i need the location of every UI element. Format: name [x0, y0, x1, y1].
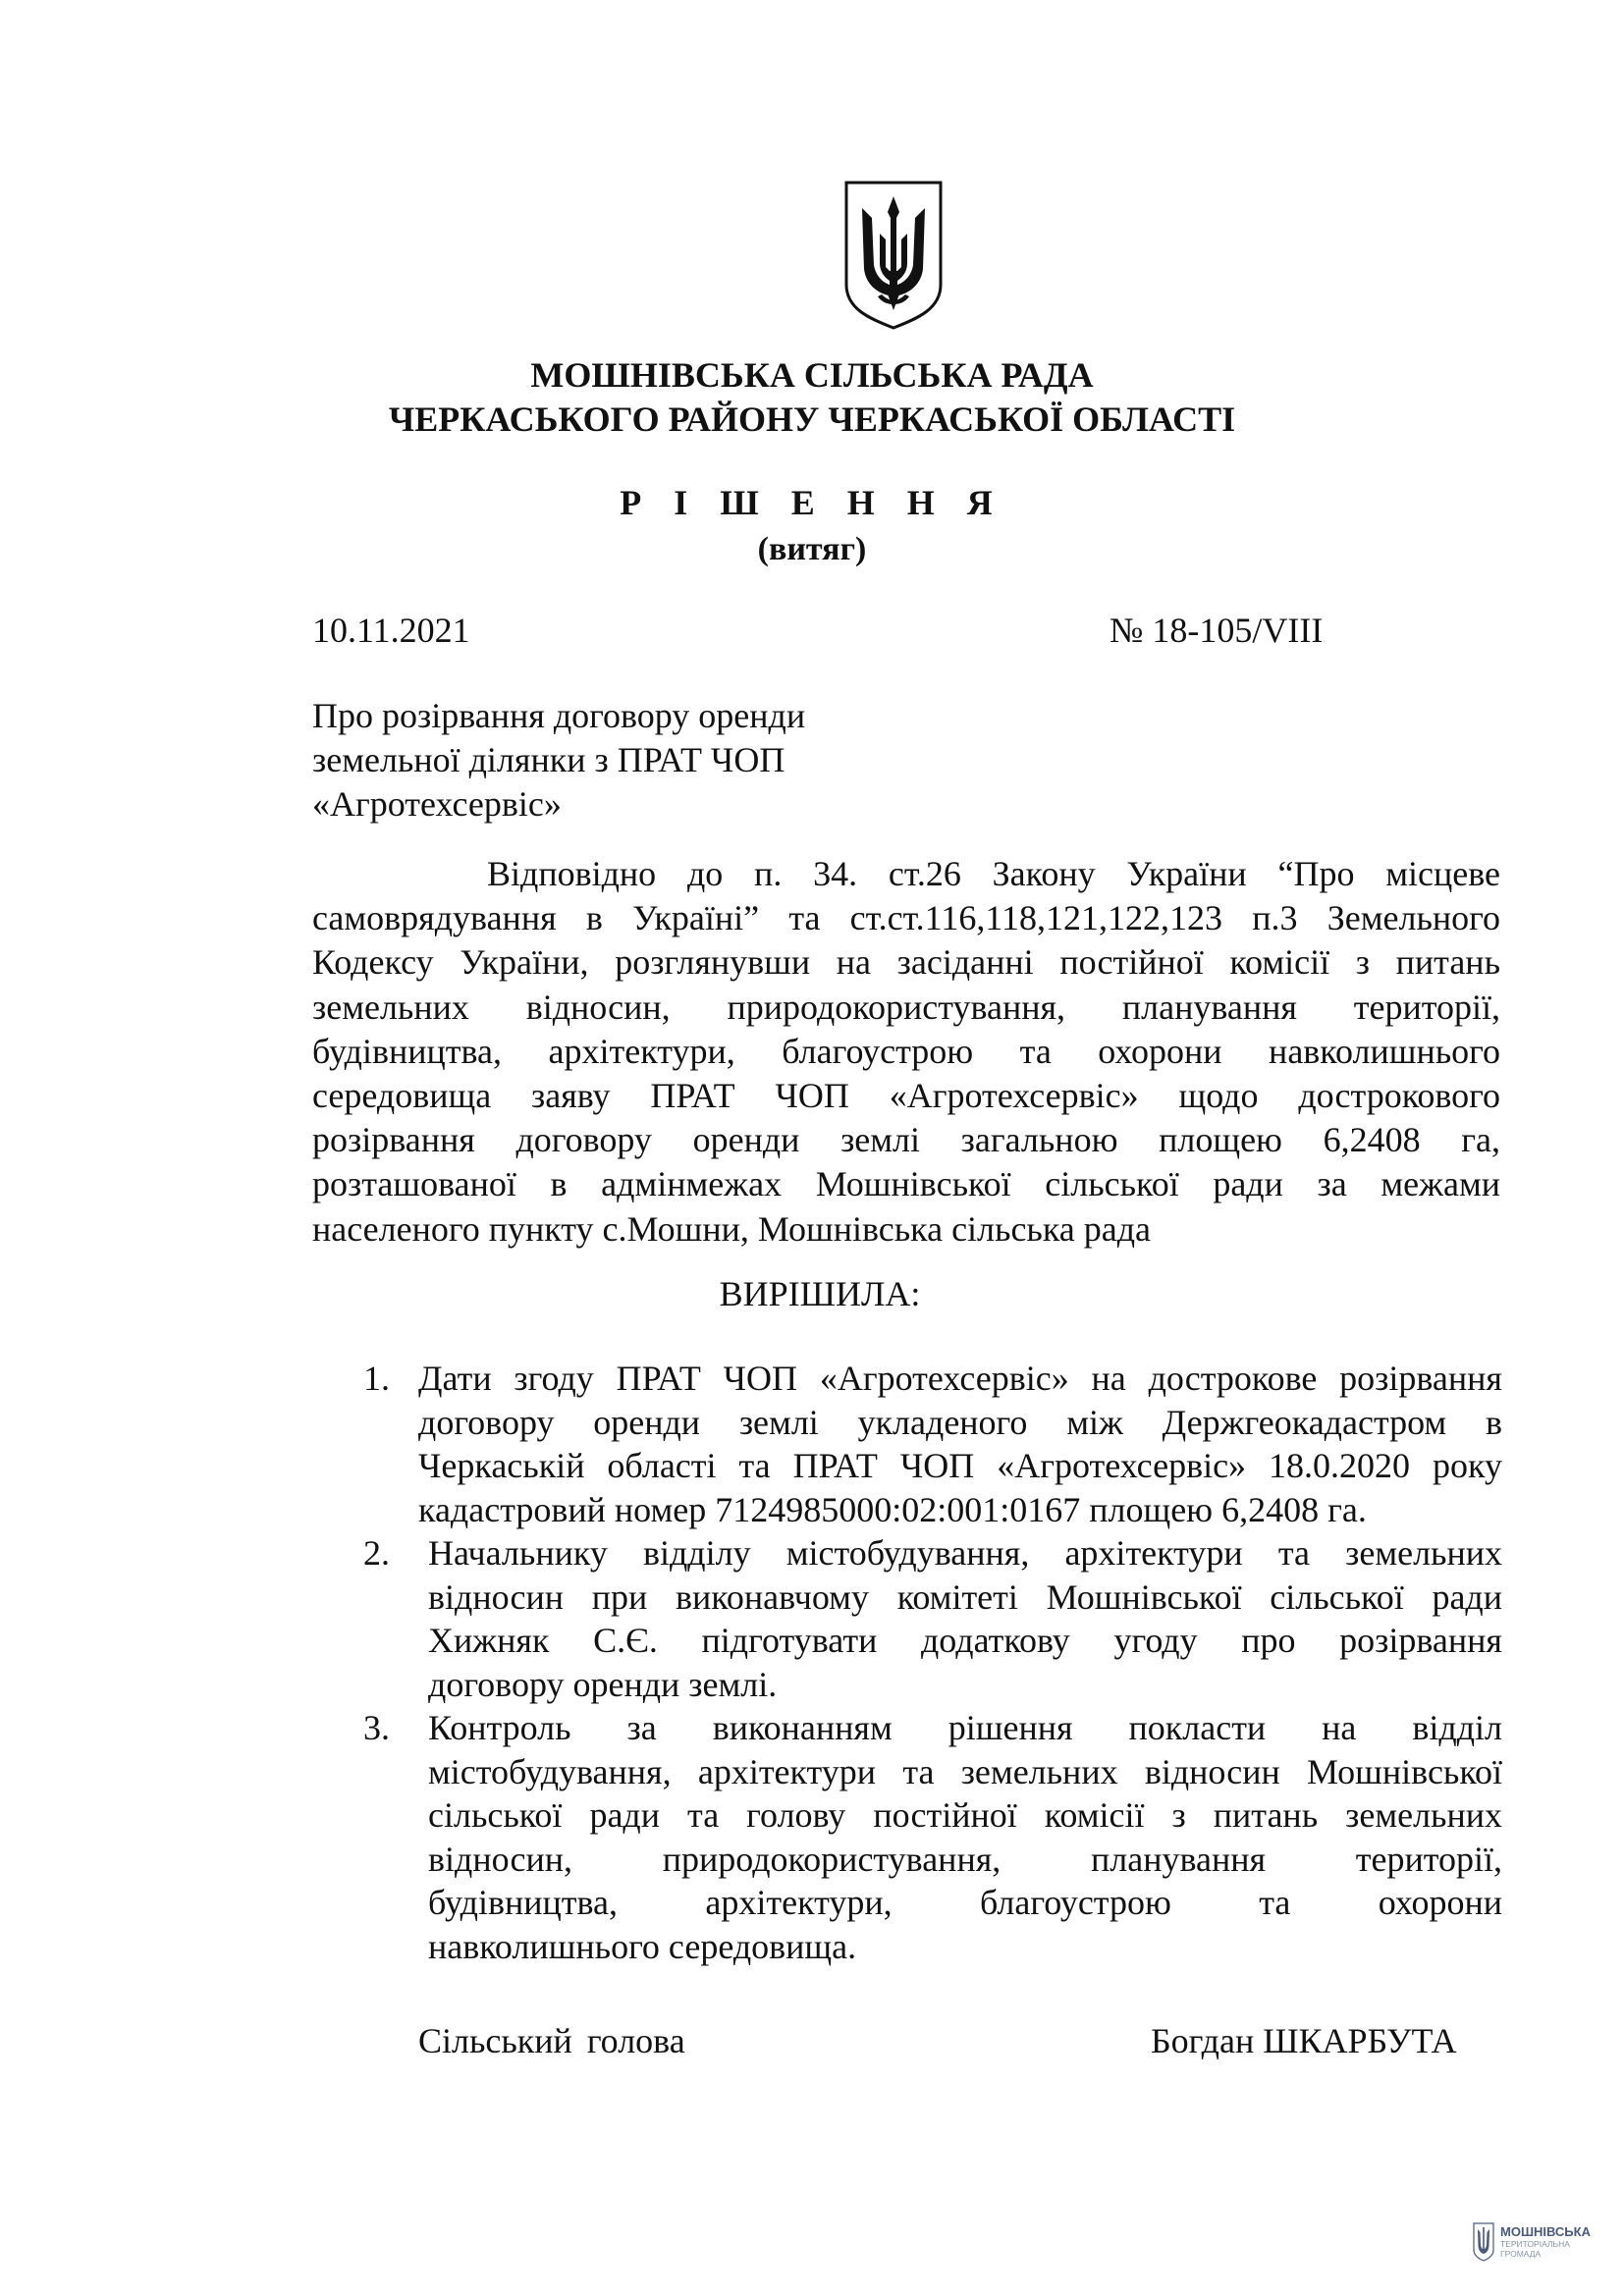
- item-line: будівництва, архітектури, благоустрою та охорони: [428, 1883, 1502, 1922]
- signer-role: Сільський голова: [418, 2021, 685, 2060]
- preamble-line: земельних відносин, природокористування, планування території,: [312, 987, 1500, 1027]
- list-item: [363, 1357, 1502, 1531]
- preamble-line: будівництва, архітектури, благоустрою та охорони навколишнього: [312, 1031, 1500, 1071]
- item-line: кадастровий номер 7124985000:02:001:0167 площею 6,2408 га.: [418, 1489, 1367, 1529]
- item-line: договору оренди землі укладеного між Держгеокадастром в: [418, 1402, 1502, 1442]
- decision-date: 10.11.2021: [312, 611, 470, 650]
- item-line: Хижняк С.Є. підготувати додаткову угоду про розірвання: [428, 1621, 1502, 1660]
- preamble-line: розірвання договору оренди землі загальною площею 6,2408 га,: [312, 1120, 1500, 1160]
- logo-subtitle: [1500, 2239, 1570, 2259]
- preamble-line: середовища заяву ПРАТ ЧОП «Агротехсервіс» щодо дострокового: [312, 1076, 1500, 1116]
- item-line: Черкаській області та ПРАТ ЧОП «Агротехсервіс» 18.0.2020 року: [418, 1446, 1502, 1485]
- preamble-line: населеного пункту с.Мошни, Мошнівська сільська рада: [312, 1208, 1152, 1249]
- decision-subject: [312, 694, 921, 827]
- item-line: Дати згоду ПРАТ ЧОП «Агротехсервіс» на дострокове розірвання: [418, 1359, 1502, 1398]
- item-line: навколишнього середовища.: [428, 1926, 857, 1966]
- item-number: 2.: [363, 1533, 390, 1573]
- decision-number: № 18-105/VIII: [1110, 611, 1324, 650]
- preamble-line: розташованої в адмінмежах Мошнівської сільської ради за межами: [312, 1164, 1500, 1204]
- item-line: відносин, природокористування, планування території,: [428, 1839, 1502, 1879]
- community-logo: [1473, 2220, 1610, 2269]
- council-name-line2: ЧЕРКАСЬКОГО РАЙОНУ ЧЕРКАСЬКОЇ ОБЛАСТІ: [388, 400, 1236, 439]
- item-line: договору оренди землі.: [428, 1664, 778, 1704]
- trident-logo-icon: [1473, 2222, 1494, 2262]
- decision-items-list: [363, 1357, 1502, 1968]
- logo-subtitle-line: ТЕРИТОРІАЛЬНА: [1500, 2239, 1570, 2249]
- item-line: сільської ради та голову постійної комісії з питань земельних: [428, 1795, 1502, 1835]
- list-item: [363, 1706, 1502, 1968]
- preamble-line: Кодексу України, розглянувши на засіданні постійної комісії з питань: [312, 942, 1500, 983]
- decision-subtitle: (витяг): [757, 531, 867, 567]
- resolved-label: ВИРІШИЛА:: [719, 1274, 921, 1313]
- subject-line: Про розірвання договору оренди: [312, 696, 806, 735]
- subject-line: земельної ділянки з ПРАТ ЧОП: [312, 740, 785, 779]
- preamble-line: самоврядування в Україні” та ст.ст.116,118,121,122,123 п.3 Земельного: [312, 898, 1500, 938]
- item-number: 1.: [363, 1359, 390, 1398]
- item-line: містобудування, архітектури та земельних відносин Мошнівської: [428, 1751, 1502, 1791]
- council-name-line1: МОШНІВСЬКА СІЛЬСЬКА РАДА: [530, 355, 1094, 395]
- item-line: Начальнику відділу містобудування, архітектури та земельних: [428, 1533, 1502, 1573]
- preamble-paragraph: [312, 852, 1500, 1252]
- list-item: [363, 1531, 1502, 1706]
- trident-emblem-icon: [842, 179, 945, 332]
- signer-name: Богдан ШКАРБУТА: [1151, 2021, 1457, 2060]
- logo-subtitle-line: ГРОМАДА: [1500, 2249, 1542, 2259]
- preamble-line: Відповідно до п. 34. ст.26 Закону України “Про місцеве: [487, 854, 1500, 893]
- item-line: Контроль за виконанням рішення покласти на відділ: [428, 1708, 1502, 1747]
- subject-line: «Агротехсервіс»: [312, 784, 562, 824]
- decision-title: Р І Ш Е Н Н Я: [620, 483, 1004, 522]
- item-line: відносин при виконавчому комітеті Мошнівської сільської ради: [428, 1576, 1502, 1617]
- logo-title: МОШНІВСЬКА: [1500, 2224, 1591, 2239]
- item-number: 3.: [363, 1708, 390, 1747]
